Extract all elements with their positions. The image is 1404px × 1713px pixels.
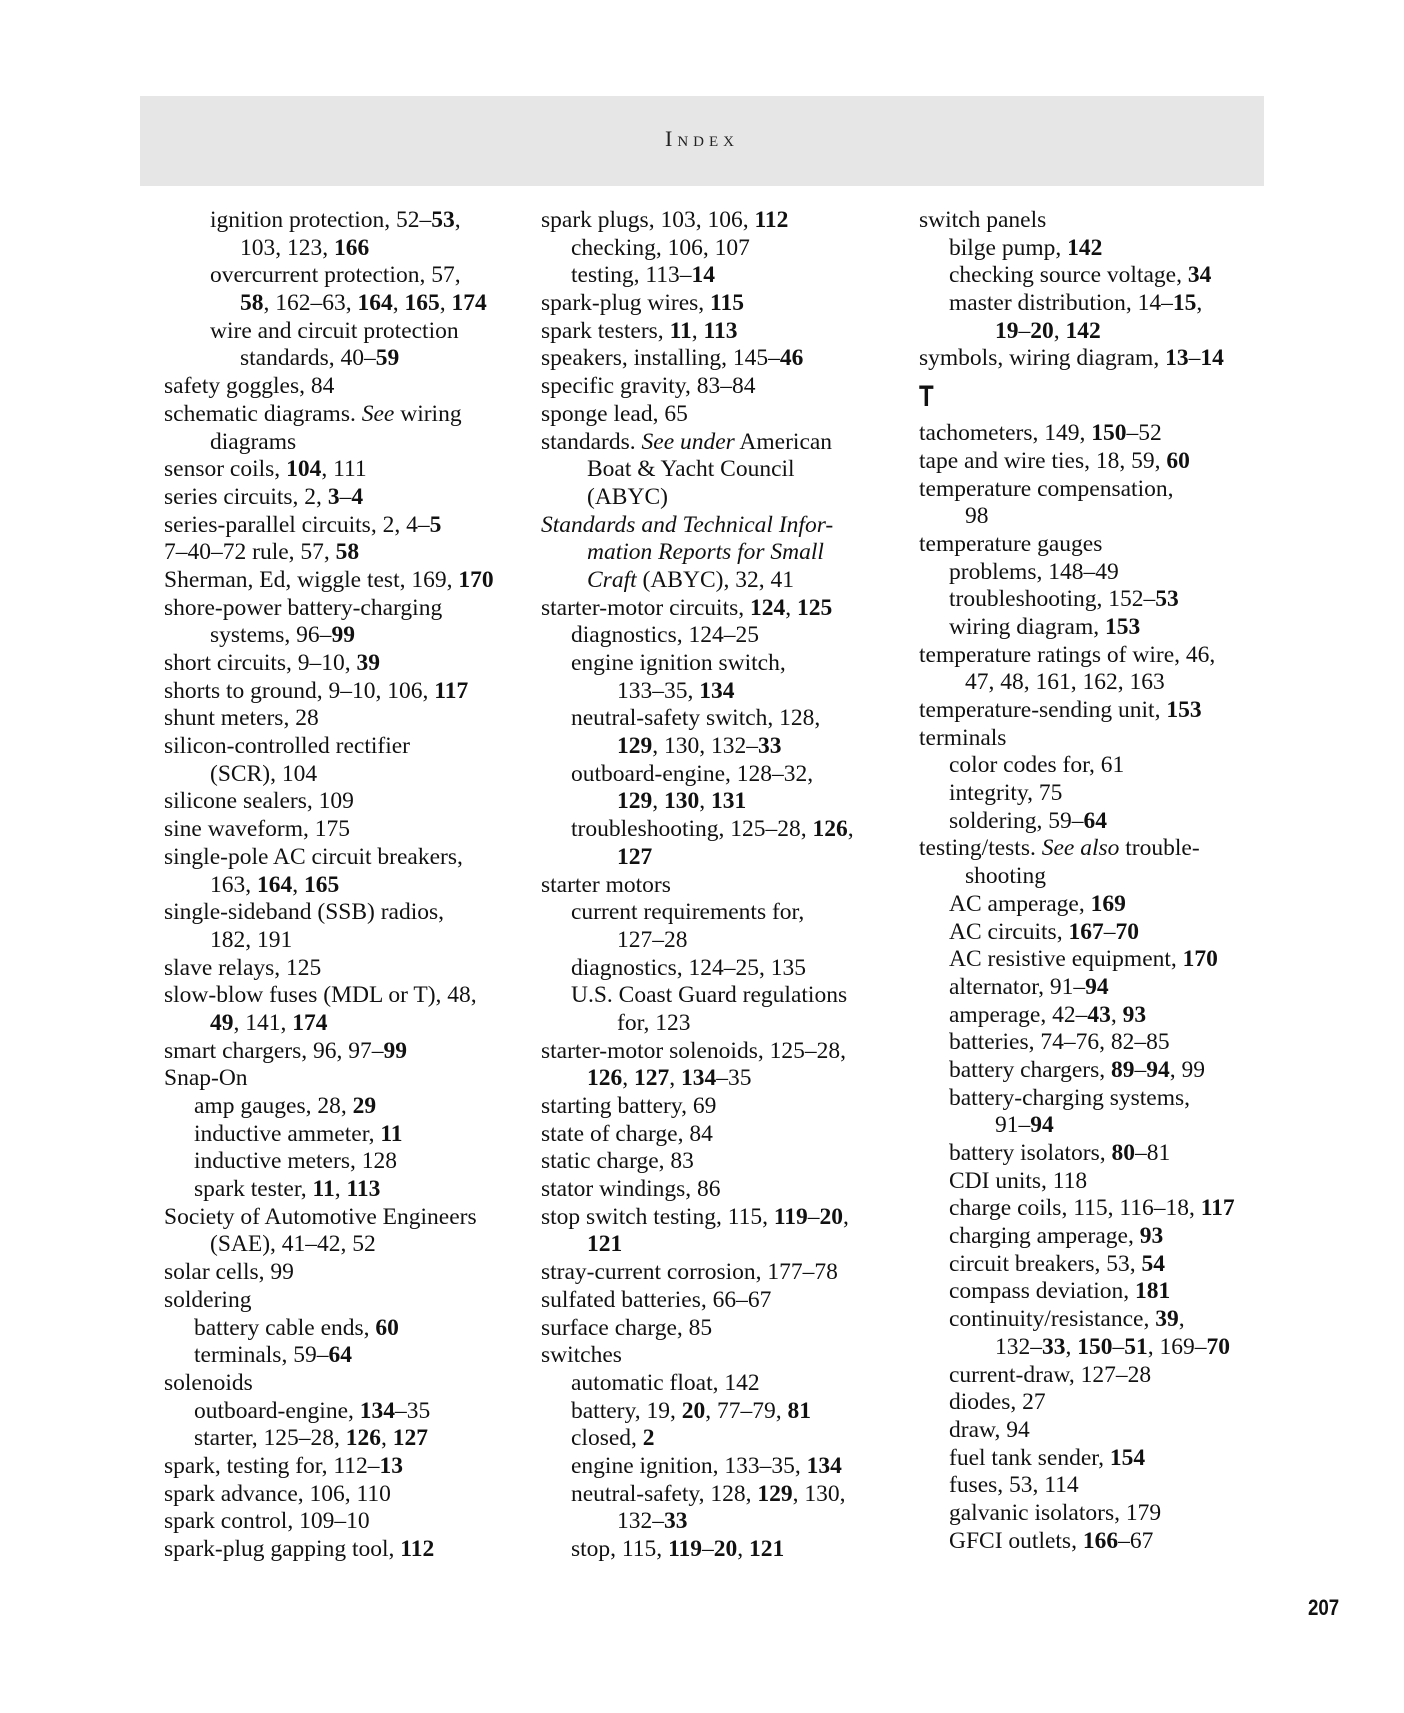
index-subentry: integrity, 75 <box>949 780 1063 807</box>
index-entry: short circuits, 9–10, 39 <box>164 650 381 676</box>
index-subentry: 133–35, 134 <box>617 677 735 704</box>
index-entry: temperature gauges <box>919 530 1103 557</box>
index-entry: spark control, 109–10 <box>164 1508 370 1535</box>
index-entry: specific gravity, 83–84 <box>541 373 756 400</box>
index-subentry: wire and circuit protection <box>210 317 459 344</box>
index-entry: shunt meters, 28 <box>164 705 319 732</box>
index-subentry: AC amperage, 169 <box>949 890 1126 917</box>
index-subentry: fuses, 53, 114 <box>949 1472 1079 1499</box>
index-entry: shore-power battery-charging <box>164 594 443 621</box>
index-entry: spark-plug gapping tool, 112 <box>164 1536 435 1562</box>
index-entry: spark testers, 11, 113 <box>541 317 738 344</box>
index-subentry: bilge pump, 142 <box>949 234 1103 261</box>
index-entry: silicon-controlled rectifier <box>164 733 410 760</box>
index-subentry: ignition protection, 52–53, <box>210 207 461 233</box>
running-header <box>140 96 1264 186</box>
index-entry: single-pole AC circuit breakers, <box>164 843 463 870</box>
index-entry: Sherman, Ed, wiggle test, 169, 170 <box>164 566 494 593</box>
index-entry: symbols, wiring diagram, 13–14 <box>919 345 1224 372</box>
index-subentry: CDI units, 118 <box>949 1167 1088 1194</box>
index-entry: testing/tests. See also trouble- <box>919 835 1200 862</box>
index-entry: starting battery, 69 <box>541 1093 717 1119</box>
index-subentry: diagnostics, 124–25, 135 <box>571 954 806 981</box>
index-subentry: battery-charging systems, <box>949 1084 1191 1111</box>
section-letter: T <box>919 380 934 414</box>
index-entry: standards. See under American <box>541 428 833 455</box>
index-entry: starter-motor circuits, 124, 125 <box>541 594 833 621</box>
index-subentry: mation Reports for Small <box>587 539 824 566</box>
index-entry: schematic diagrams. See wiring <box>164 400 462 427</box>
index-subentry: Boat & Yacht Council <box>587 456 795 483</box>
index-subentry: current-draw, 127–28 <box>949 1361 1152 1388</box>
index-subentry: galvanic isolators, 179 <box>949 1499 1162 1526</box>
index-subentry: neutral-safety switch, 128, <box>571 705 821 732</box>
index-subentry: batteries, 74–76, 82–85 <box>949 1029 1170 1056</box>
index-subentry: 182, 191 <box>210 926 293 953</box>
index-entry: terminals <box>919 724 1007 751</box>
index-entry: sensor coils, 104, 111 <box>164 456 367 483</box>
index-entry: switch panels <box>919 207 1047 233</box>
index-subentry: AC circuits, 167–70 <box>949 918 1139 945</box>
index-entry: shorts to ground, 9–10, 106, 117 <box>164 677 469 704</box>
index-subentry: 121 <box>587 1231 623 1258</box>
index-entry: spark-plug wires, 115 <box>541 290 745 317</box>
index-entry: Society of Automotive Engineers <box>164 1203 477 1230</box>
index-subentry: battery chargers, 89–94, 99 <box>949 1056 1206 1083</box>
index-subentry: fuel tank sender, 154 <box>949 1444 1146 1471</box>
index-entry: stop switch testing, 115, 119–20, <box>541 1203 849 1230</box>
index-column-1 <box>164 207 524 1564</box>
index-subentry: troubleshooting, 125–28, 126, <box>571 816 854 843</box>
index-entry: speakers, installing, 145–46 <box>541 345 804 372</box>
index-entry: Standards and Technical Infor- <box>541 511 834 538</box>
index-subentry: for, 123 <box>617 1009 691 1036</box>
index-entry: spark plugs, 103, 106, 112 <box>541 207 789 233</box>
index-subentry: 132–33 <box>617 1508 688 1535</box>
index-subentry: stop, 115, 119–20, 121 <box>571 1536 785 1562</box>
index-subentry: outboard-engine, 128–32, <box>571 760 814 787</box>
index-subentry: GFCI outlets, 166–67 <box>949 1527 1154 1554</box>
index-subentry: checking, 106, 107 <box>571 234 750 261</box>
index-subentry: problems, 148–49 <box>949 558 1119 585</box>
index-subentry: engine ignition switch, <box>571 650 786 676</box>
index-subentry: wiring diagram, 153 <box>949 613 1141 640</box>
index-entry: soldering <box>164 1286 252 1313</box>
index-subentry: 127–28 <box>617 926 688 953</box>
index-subentry: checking source voltage, 34 <box>949 262 1212 289</box>
index-subentry: current requirements for, <box>571 899 805 926</box>
index-subentry: diodes, 27 <box>949 1389 1046 1416</box>
index-column-3 <box>919 207 1289 1555</box>
index-entry: silicone sealers, 109 <box>164 788 354 815</box>
index-subentry: alternator, 91–94 <box>949 973 1109 1000</box>
index-subentry: AC resistive equipment, 170 <box>949 946 1218 973</box>
index-subentry: (ABYC) <box>587 483 668 510</box>
index-subentry: charging amperage, 93 <box>949 1223 1164 1250</box>
index-subentry: diagnostics, 124–25 <box>571 622 759 649</box>
index-subentry: standards, 40–59 <box>240 345 400 372</box>
index-subentry: 47, 48, 161, 162, 163 <box>965 669 1165 696</box>
index-entry: static charge, 83 <box>541 1148 694 1175</box>
index-entry: switches <box>541 1342 622 1369</box>
index-entry: starter motors <box>541 871 671 898</box>
index-subentry: amp gauges, 28, 29 <box>194 1093 377 1119</box>
index-subentry: (SAE), 41–42, 52 <box>210 1231 376 1258</box>
index-entry: state of charge, 84 <box>541 1120 713 1147</box>
index-subentry: battery, 19, 20, 77–79, 81 <box>571 1397 811 1424</box>
index-entry: stator windings, 86 <box>541 1176 721 1203</box>
index-subentry: amperage, 42–43, 93 <box>949 1001 1147 1028</box>
index-subentry: 91–94 <box>995 1112 1054 1139</box>
index-entry: tachometers, 149, 150–52 <box>919 420 1162 447</box>
index-entry: series circuits, 2, 3–4 <box>164 483 364 510</box>
index-subentry: soldering, 59–64 <box>949 807 1107 834</box>
index-subentry: 127 <box>617 843 653 870</box>
index-subentry: U.S. Coast Guard regulations <box>571 982 848 1009</box>
index-subentry: 49, 141, 174 <box>210 1009 328 1036</box>
index-subentry: systems, 96–99 <box>210 622 355 649</box>
index-subentry: closed, 2 <box>571 1425 655 1452</box>
index-entry: sine waveform, 175 <box>164 816 350 843</box>
index-subentry: continuity/resistance, 39, <box>949 1306 1185 1333</box>
index-subentry: 129, 130, 132–33 <box>617 733 782 760</box>
header-title: Index <box>665 126 739 151</box>
index-entry: spark, testing for, 112–13 <box>164 1452 404 1479</box>
index-entry: sponge lead, 65 <box>541 400 688 427</box>
index-subentry: engine ignition, 133–35, 134 <box>571 1452 842 1479</box>
index-subentry: 126, 127, 134–35 <box>587 1065 752 1092</box>
index-entry: temperature-sending unit, 153 <box>919 697 1202 723</box>
index-entry: slave relays, 125 <box>164 954 322 981</box>
index-subentry: neutral-safety, 128, 129, 130, <box>571 1480 846 1507</box>
index-subentry: inductive ammeter, 11 <box>194 1120 403 1147</box>
index-subentry: master distribution, 14–15, <box>949 290 1203 317</box>
index-entry: series-parallel circuits, 2, 4–5 <box>164 511 442 538</box>
index-entry: surface charge, 85 <box>541 1314 713 1341</box>
index-entry: 7–40–72 rule, 57, 58 <box>164 539 360 566</box>
index-subentry: 103, 123, 166 <box>240 234 370 261</box>
index-entry: Snap-On <box>164 1065 248 1092</box>
index-subentry: automatic float, 142 <box>571 1369 760 1396</box>
index-entry: solenoids <box>164 1369 253 1396</box>
index-entry: safety goggles, 84 <box>164 373 335 400</box>
index-subentry: 132–33, 150–51, 169–70 <box>995 1333 1230 1360</box>
index-column-2 <box>541 207 911 1564</box>
page-number: 207 <box>1308 1595 1340 1620</box>
index-subentry: battery cable ends, 60 <box>194 1314 399 1341</box>
index-subentry: draw, 94 <box>949 1416 1030 1443</box>
index-entry: slow-blow fuses (MDL or T), 48, <box>164 982 477 1009</box>
index-entry: stray-current corrosion, 177–78 <box>541 1259 838 1286</box>
index-subentry: troubleshooting, 152–53 <box>949 586 1179 613</box>
index-subentry: circuit breakers, 53, 54 <box>949 1250 1165 1277</box>
index-subentry: 98 <box>965 503 989 530</box>
index-subentry: Craft (ABYC), 32, 41 <box>587 566 794 593</box>
index-subentry: shooting <box>965 863 1046 890</box>
index-subentry: 163, 164, 165 <box>210 871 340 898</box>
index-entry: single-sideband (SSB) radios, <box>164 899 445 926</box>
index-subentry: compass deviation, 181 <box>949 1278 1171 1305</box>
index-entry: smart chargers, 96, 97–99 <box>164 1037 407 1064</box>
index-subentry: starter, 125–28, 126, 127 <box>194 1425 429 1452</box>
index-subentry: battery isolators, 80–81 <box>949 1140 1171 1166</box>
index-subentry: (SCR), 104 <box>210 760 318 787</box>
index-subentry: color codes for, 61 <box>949 752 1125 779</box>
index-subentry: terminals, 59–64 <box>194 1342 352 1369</box>
index-entry: tape and wire ties, 18, 59, 60 <box>919 447 1190 474</box>
index-entry: spark advance, 106, 110 <box>164 1480 391 1507</box>
index-entry: starter-motor solenoids, 125–28, <box>541 1037 846 1064</box>
index-subentry: outboard-engine, 134–35 <box>194 1397 431 1424</box>
index-subentry: testing, 113–14 <box>571 262 716 289</box>
index-subentry: 129, 130, 131 <box>617 788 747 815</box>
index-subentry: overcurrent protection, 57, <box>210 262 461 289</box>
index-subentry: 58, 162–63, 164, 165, 174 <box>240 290 487 317</box>
index-entry: solar cells, 99 <box>164 1259 294 1286</box>
index-subentry: diagrams <box>210 428 297 455</box>
index-subentry: 19–20, 142 <box>995 317 1101 344</box>
index-entry: temperature compensation, <box>919 475 1174 502</box>
index-entry: sulfated batteries, 66–67 <box>541 1286 772 1313</box>
index-subentry: inductive meters, 128 <box>194 1148 397 1175</box>
index-subentry: charge coils, 115, 116–18, 117 <box>949 1195 1235 1222</box>
index-entry: temperature ratings of wire, 46, <box>919 641 1216 668</box>
index-subentry: spark tester, 11, 113 <box>194 1176 381 1203</box>
